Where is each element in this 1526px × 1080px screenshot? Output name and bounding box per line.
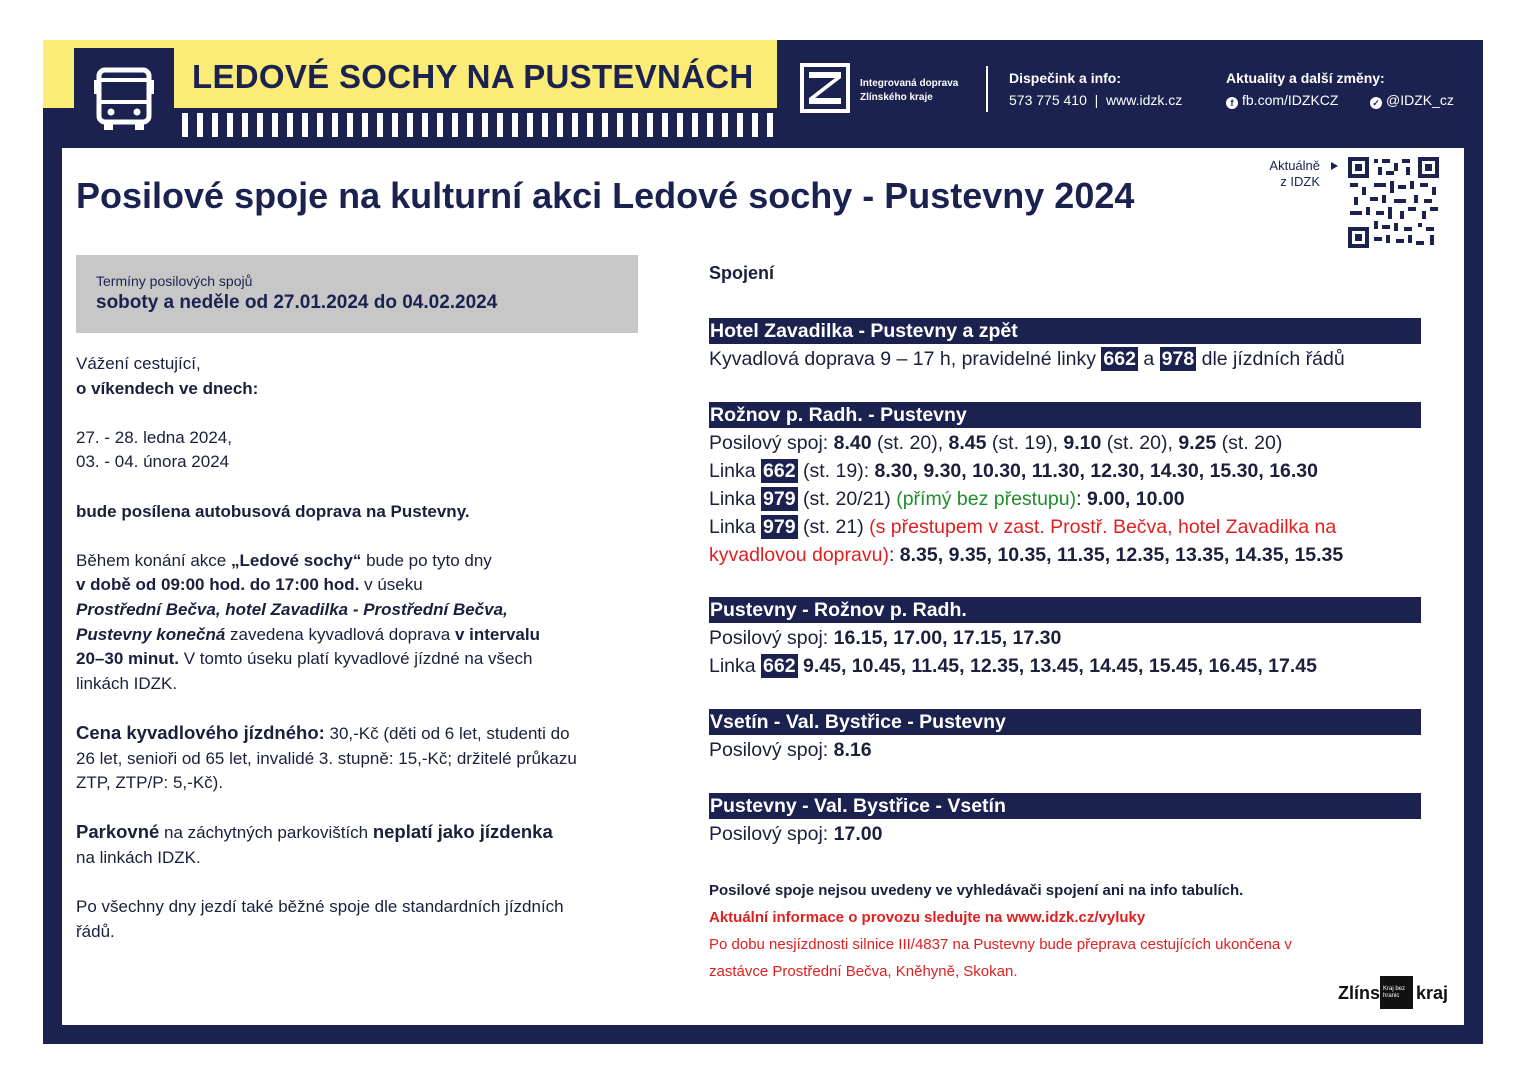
line-badge: 978 bbox=[1161, 348, 1195, 370]
line-badge: 662 bbox=[763, 460, 796, 482]
idzk-logo-icon bbox=[800, 63, 850, 113]
line-badge: 662 bbox=[763, 655, 796, 677]
roznov-extra-services: Posilový spoj: 8.40 (st. 20), 8.45 (st. 19), 9.10 (st. 20), 9.25 (st. 20) bbox=[709, 432, 1283, 454]
header-divider bbox=[986, 66, 988, 112]
pustevny-vsetin-extra: Posilový spoj: 17.00 bbox=[709, 823, 883, 845]
header-title: LEDOVÉ SOCHY NA PUSTEVNÁCH bbox=[192, 58, 754, 95]
news-heading: Aktuality a další změny: bbox=[1226, 70, 1385, 86]
header-stripes bbox=[182, 113, 774, 137]
connections-heading: Spojení bbox=[709, 263, 775, 283]
note-road-closure-2: zastávce Prostřední Bečva, Kněhyně, Skokan. bbox=[709, 963, 1018, 980]
section-roznov-pustevny: Rožnov p. Radh. - Pustevny bbox=[709, 402, 1421, 428]
bus-icon bbox=[74, 48, 174, 148]
facebook-icon: f bbox=[1226, 97, 1238, 109]
idzk-org-name: Integrovaná doprava Zlínského kraje bbox=[860, 78, 959, 103]
terms-label: Termíny posilových spojů bbox=[96, 273, 253, 289]
roznov-line-979-transfer-cont: kyvadlovou dopravu): 8.35, 9.35, 10.35, 11.35, 12.35, 13.35, 14.35, 15.35 bbox=[709, 544, 1344, 566]
left-column bbox=[76, 352, 651, 969]
note-current-info[interactable]: Aktuální informace o provozu sledujte na www.idzk.cz/vyluky bbox=[709, 909, 1146, 926]
line-badge: 662 bbox=[1103, 348, 1136, 370]
zlin-logo-box: Kraj bez hranic bbox=[1380, 976, 1413, 1009]
dispatch-contact: 573 775 410 | www.idzk.cz bbox=[1009, 92, 1183, 108]
dispatch-heading: Dispečink a info: bbox=[1009, 70, 1122, 86]
zlin-logo-right: kraj bbox=[1416, 983, 1449, 1003]
qr-label: Aktuálně z IDZK bbox=[1269, 158, 1320, 189]
roznov-line-662: Linka 662 (st. 19): 8.30, 9.30, 10.30, 11.30, 12.30, 14.30, 15.30, 16.30 bbox=[709, 460, 1318, 482]
section-pustevny-vsetin: Pustevny - Val. Bystřice - Vsetín bbox=[709, 793, 1421, 819]
price-paragraph: Cena kyvadlového jízdného: 30,-Kč (děti od 6 let, studenti do 26 let, senioři od 65 let, invalidé 3. stupně: 15,-Kč; držitelé průkazu ZTP, ZTP/P: 5,-Kč). bbox=[76, 721, 577, 793]
section-pustevny-roznov: Pustevny - Rožnov p. Radh. bbox=[709, 597, 1421, 623]
roznov-line-979-transfer: Linka 979 (st. 21) (s přestupem v zast. Prostř. Bečva, hotel Zavadilka na bbox=[709, 516, 1337, 538]
section-hotel-zavadilka: Hotel Zavadilka - Pustevny a zpět bbox=[709, 318, 1421, 344]
terms-value: soboty a neděle od 27.01.2024 do 04.02.2024 bbox=[96, 292, 498, 313]
section-vsetin-pustevny: Vsetín - Val. Bystřice - Pustevny bbox=[709, 709, 1421, 735]
all-days-paragraph: Po všechny dny jezdí také běžné spoje dle standardních jízdních řádů. bbox=[76, 897, 564, 941]
line-badge: 979 bbox=[763, 516, 796, 538]
date-1: 27. - 28. ledna 2024, bbox=[76, 427, 232, 447]
note-not-in-search: Posilové spoje nejsou uvedeny ve vyhledávači spojení ani na info tabulích. bbox=[709, 882, 1244, 899]
zlin-logo-left: Zlíns bbox=[1338, 983, 1381, 1003]
news-twitter[interactable]: ✓ @IDZK_cz bbox=[1370, 92, 1454, 109]
news-facebook[interactable]: f fb.com/IDZKCZ bbox=[1226, 92, 1338, 109]
roznov-line-979-direct: Linka 979 (st. 20/21) (přímý bez přestupu): 9.00, 10.00 bbox=[709, 488, 1185, 510]
page-title: Posilové spoje na kulturní akci Ledové sochy - Pustevny 2024 bbox=[76, 175, 1135, 216]
parking-paragraph: Parkovné na záchytných parkovištích neplatí jako jízdenka na linkách IDZK. bbox=[76, 821, 553, 867]
vsetin-pustevny-extra: Posilový spoj: 8.16 bbox=[709, 739, 872, 761]
pustevny-roznov-extra: Posilový spoj: 16.15, 17.00, 17.15, 17.30 bbox=[709, 627, 1062, 649]
greeting: Vážení cestující, bbox=[76, 354, 201, 373]
twitter-icon: ✓ bbox=[1370, 97, 1382, 109]
section-hotel-zavadilka-line: Kyvadlová doprava 9 – 17 h, pravidelné linky 662 a 978 dle jízdních řádů bbox=[709, 348, 1345, 370]
date-2: 03. - 04. února 2024 bbox=[76, 452, 230, 472]
arrow-right-icon bbox=[1331, 162, 1338, 170]
pustevny-roznov-line-662: Linka 662 9.45, 10.45, 11.45, 12.35, 13.45, 14.45, 15.45, 16.45, 17.45 bbox=[709, 655, 1317, 677]
note-road-closure-1: Po dobu nesjízdnosti silnice III/4837 na Pustevny bude přeprava cestujících ukončena v bbox=[709, 936, 1292, 953]
shuttle-paragraph: Během konání akce „Ledové sochy“ bude po tyto dny v době od 09:00 hod. do 17:00 hod. v úseku Prostřední Bečva, hotel Zavadilka - Prostřední Bečva, Pustevny konečná zavedena kyvadlová doprava v intervalu 20–30 minut. V tomto úseku platí kyvadlové jízdné na všech linkách IDZK. bbox=[76, 550, 540, 693]
reinforced-text: bude posílena autobusová doprava na Pustevny. bbox=[76, 501, 470, 521]
qr-code-icon[interactable] bbox=[1348, 157, 1439, 248]
weekends-intro: o víkendech ve dnech: bbox=[76, 378, 259, 398]
line-badge: 979 bbox=[763, 488, 796, 510]
